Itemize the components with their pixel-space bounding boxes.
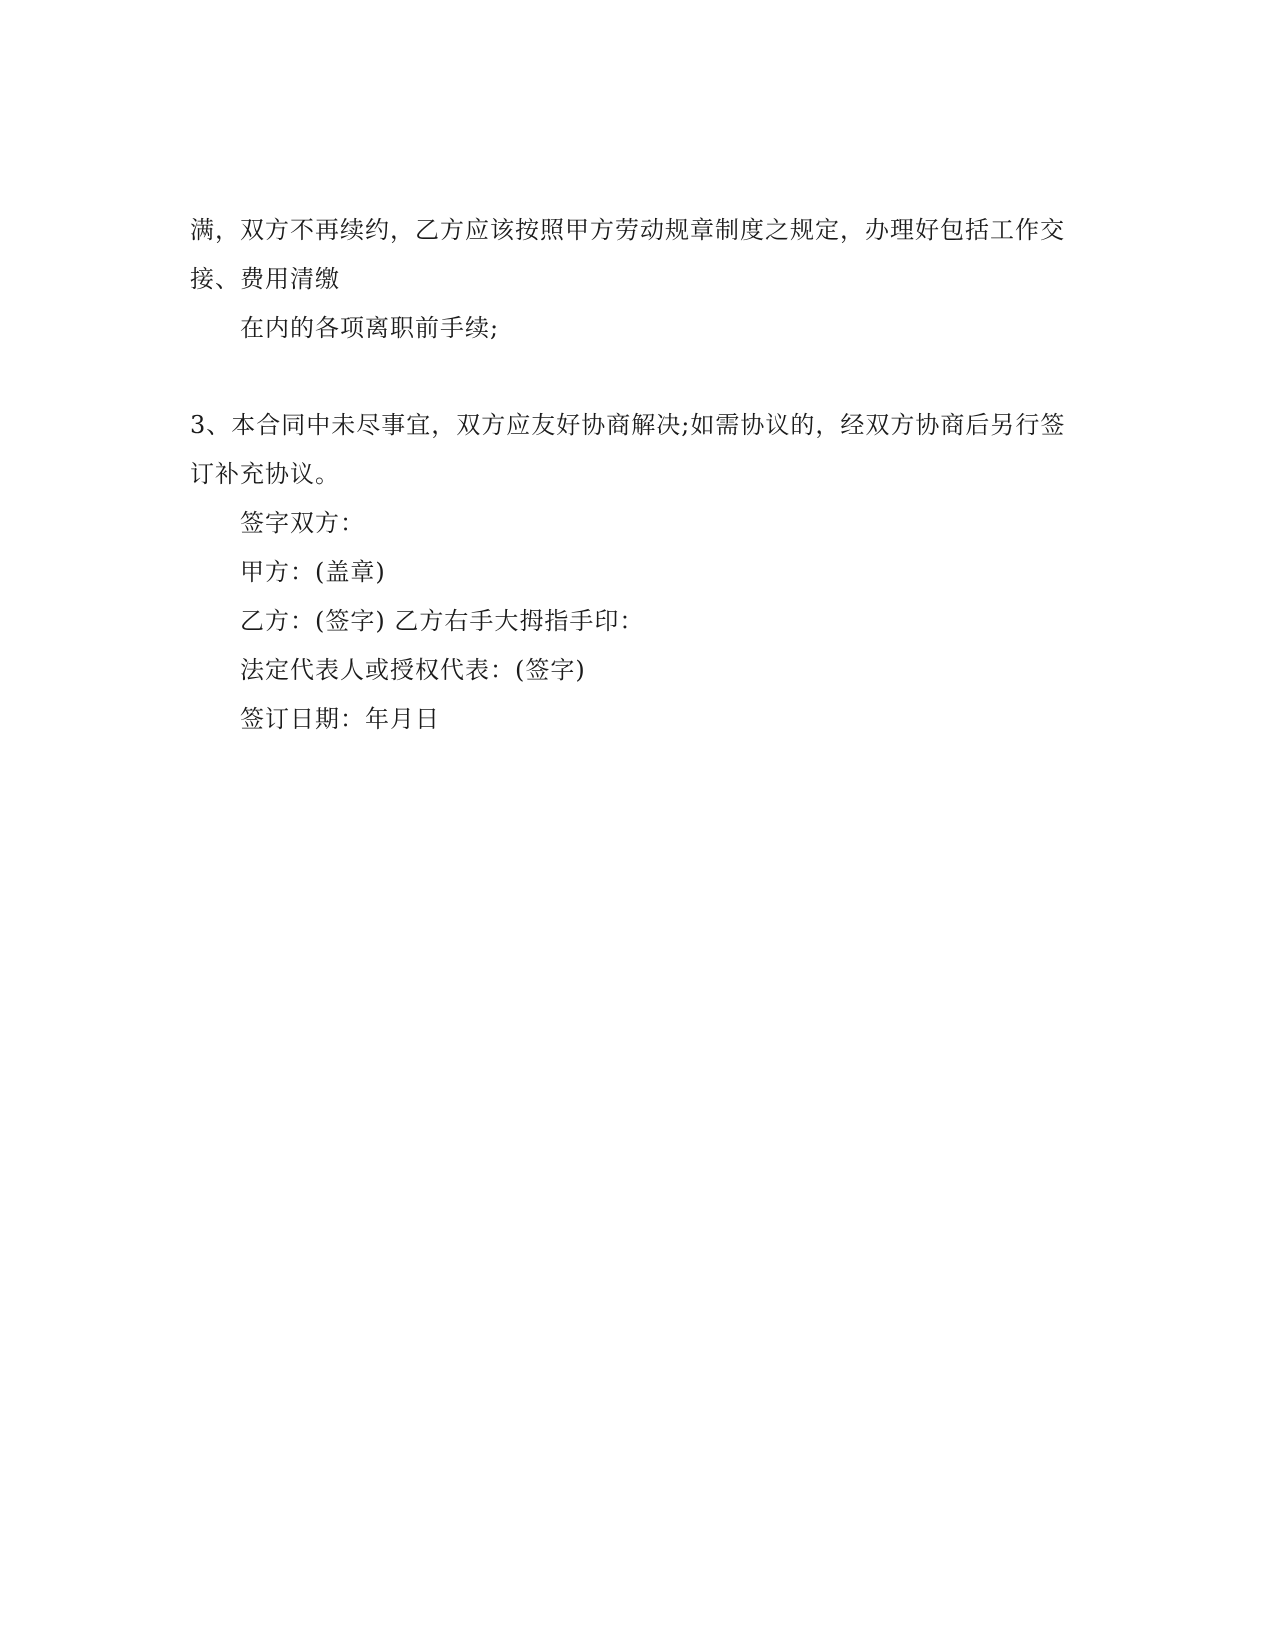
signing-date: 签订日期：年月日 [240, 705, 440, 733]
paragraph-line: 接、费用清缴 [190, 265, 340, 293]
signature-heading: 签字双方： [240, 509, 365, 537]
party-b-signature: 乙方：(签字) 乙方右手大拇指手印： [240, 607, 645, 635]
clause-3-line: 3、本合同中未尽事宜，双方应友好协商解决;如需协议的，经双方协商后另行签 [190, 411, 1066, 439]
representative-signature: 法定代表人或授权代表：(签字) [240, 656, 586, 684]
paragraph-line: 满，双方不再续约，乙方应该按照甲方劳动规章制度之规定，办理好包括工作交 [190, 216, 1065, 244]
party-a-seal: 甲方：(盖章) [240, 558, 386, 586]
clause-3-line: 订补充协议。 [190, 460, 340, 488]
paragraph-line: 在内的各项离职前手续; [240, 314, 500, 342]
